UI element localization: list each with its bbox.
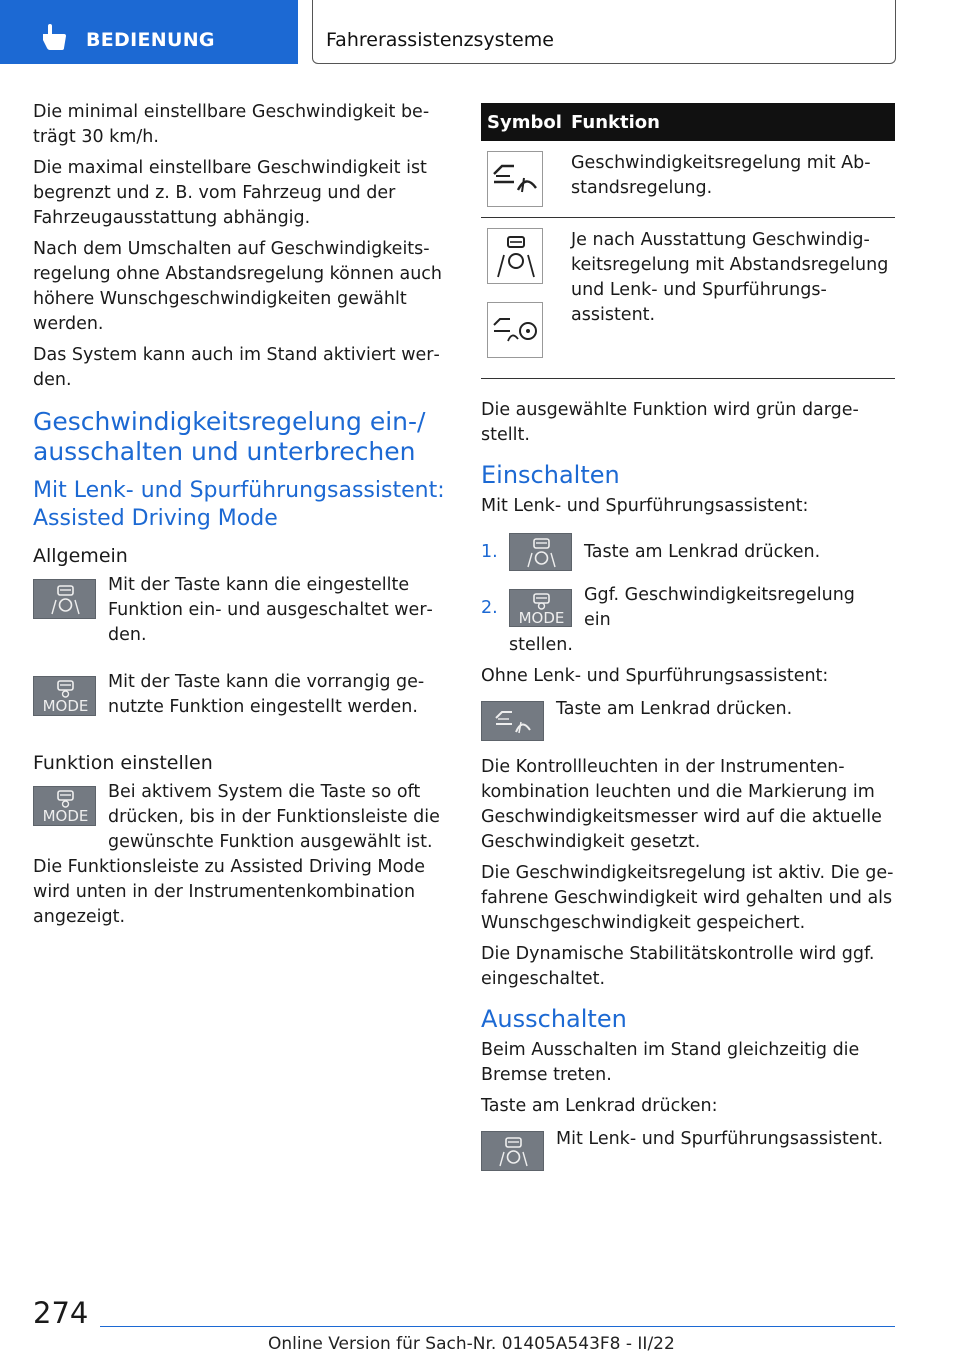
paragraph: Die maximal einstellbare Geschwindigkeit ist begrenzt und z. B. vom Fahrzeug und der Fahrzeugausstattung abhängig.	[33, 158, 427, 228]
paragraph: Die Geschwindigkeitsregelung ist aktiv. Die gefahrene Geschwindigkeit wird gehalten und als Wunschgeschwindigkeit gespeichert.	[481, 863, 894, 933]
acc-button-icon	[481, 701, 544, 741]
mode-label: MODE	[518, 609, 565, 627]
footer-divider	[100, 1326, 895, 1327]
mode-button-icon	[33, 676, 96, 716]
section-label: BEDIENUNG	[86, 29, 215, 51]
symbol-table	[481, 103, 895, 379]
acc-symbol-icon	[487, 151, 543, 207]
button-description: Bei aktivem System die Taste so oft drücken, bis in der Funktionsleiste die gewünschte Funktion ausgewählt ist.	[108, 782, 440, 852]
mode-button-icon	[33, 786, 96, 826]
assist-button-icon	[509, 533, 572, 571]
paragraph: Die Kontrollleuchten in der Instrumentenkombination leuchten und die Markierung im Geschwindigkeitsmesser wird auf die aktuelle Geschwindigkeit gesetzt.	[481, 757, 882, 852]
paragraph: Das System kann auch im Stand aktiviert werden.	[33, 345, 440, 390]
paragraph: Die minimal einstellbare Geschwindigkeit beträgt 30 km/h.	[33, 102, 430, 147]
step-number: 1.	[481, 541, 498, 562]
button-description-row	[481, 697, 895, 741]
mode-label: MODE	[42, 697, 89, 715]
button-description: Mit der Taste kann die vorrangig genutzte Funktion eingestellt werden.	[108, 672, 425, 717]
footer-text: Online Version für Sach-Nr. 01405A543F8 - II/22	[268, 1334, 675, 1354]
mode-button-icon	[509, 589, 572, 627]
button-description: Mit der Taste kann die eingestellte Funktion ein- und ausgeschaltet werden.	[108, 575, 433, 645]
paragraph: Die Dynamische Stabilitätskontrolle wird ggf. eingeschaltet.	[481, 944, 875, 989]
chapter-title: Fahrerassistenzsysteme	[326, 29, 554, 51]
table-row	[481, 218, 895, 379]
paragraph: Die Funktionsleiste zu Assisted Driving Mode wird unten in der Instrumentenkombination angezeigt.	[33, 857, 426, 927]
subsection-heading: Mit Lenk- und Spurführungsassistent: Assisted Driving Mode	[33, 478, 445, 531]
section-tab[interactable]	[0, 0, 298, 64]
paragraph: Mit Lenk- und Spurführungsassistent:	[481, 496, 809, 516]
header-function: Funktion	[571, 111, 660, 133]
paragraph: Taste am Lenkrad drücken:	[481, 1096, 718, 1116]
heading-funktion-einstellen: Funktion einstellen	[33, 752, 213, 774]
list-item	[481, 533, 895, 571]
table-header	[481, 103, 895, 141]
button-description-row	[33, 573, 448, 648]
table-row	[481, 141, 895, 218]
right-column	[481, 398, 895, 1171]
assist-button-icon	[481, 1131, 544, 1171]
header-symbol: Symbol	[487, 111, 562, 133]
button-description-row	[33, 670, 448, 720]
hand-pointer-icon	[40, 24, 66, 50]
assist-button-icon	[33, 579, 96, 619]
acc-steering-symbol-icon	[487, 302, 543, 358]
button-description-row	[33, 780, 448, 855]
paragraph: Nach dem Umschalten auf Geschwindigkeitsregelung ohne Abstandsregelung können auch höhere Wunschgeschwindigkeiten gewählt werden.	[33, 239, 443, 334]
mode-label: MODE	[42, 807, 89, 825]
paragraph: Ohne Lenk- und Spurführungsassistent:	[481, 666, 829, 686]
heading-einschalten: Einschalten	[481, 461, 620, 489]
step-text-continued: stellen.	[509, 635, 573, 655]
step-text: Ggf. Geschwindigkeitsregelung ein	[584, 585, 855, 630]
section-heading: Geschwindigkeitsregelung ein-/ ausschalten und unterbrechen	[33, 407, 426, 466]
assist-symbol-icon	[487, 228, 543, 284]
step-number: 2.	[481, 597, 498, 618]
button-description: Mit Lenk- und Spurführungsassistent.	[556, 1129, 884, 1149]
table-cell: Geschwindigkeitsregelung mit Abstandsregelung.	[571, 153, 871, 198]
paragraph: Beim Ausschalten im Stand gleichzeitig die Bremse treten.	[481, 1040, 860, 1085]
table-cell: Je nach Ausstattung Geschwindigkeitsregelung mit Abstandsregelung und Lenk- und Spurführungsassistent.	[571, 230, 889, 325]
list-item	[481, 583, 895, 633]
step-text: Taste am Lenkrad drücken.	[584, 541, 821, 562]
button-description-row	[481, 1127, 895, 1171]
button-description: Taste am Lenkrad drücken.	[556, 699, 793, 719]
paragraph: Die ausgewählte Funktion wird grün dargestellt.	[481, 400, 859, 445]
heading-allgemein: Allgemein	[33, 545, 128, 567]
page-number: 274	[33, 1296, 89, 1330]
left-column	[33, 100, 448, 936]
heading-ausschalten: Ausschalten	[481, 1005, 627, 1033]
